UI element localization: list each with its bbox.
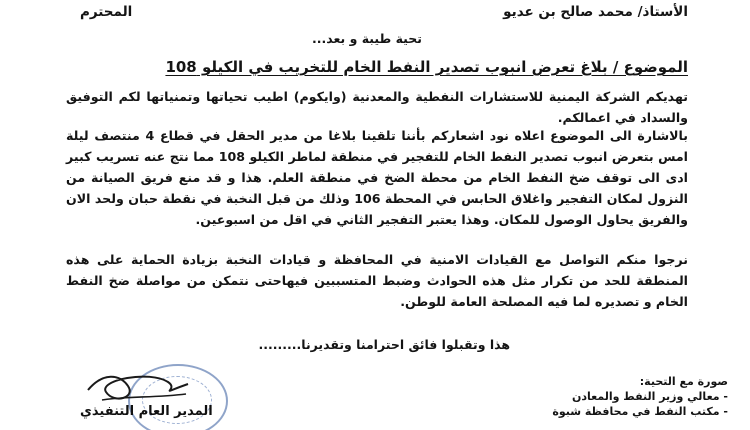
subject-line: الموضوع / بلاغ تعرض انبوب تصدير النفط الخام للتخريب في الكيلو 108 [165,58,688,76]
addressee-line: الأستاذ/ محمد صالح بن عديو [503,4,688,20]
paragraph-request: نرجوا منكم التواصل مع القيادات الامنية في المحافظة و قيادات النخبة بزيادة الحماية على هذه المنطقة للحد من تكرار مثل هذه الحوادث وضبط المتسببين فيهاحتى نتمكن من مواصلة ضخ النفط الخام و تصديره لما فيه المصلحة العامة للوطن. [66,252,688,309]
signatory-title: المدير العام التنفيذي [80,404,213,419]
copies-title: صورة مع التحية: [639,375,728,388]
greeting-line: تحية طيبة و بعد... [312,31,422,46]
handwritten-signature [58,360,248,430]
closing-line: هذا وتقبلوا فائق احترامنا وتقديرنا......... [258,337,510,352]
copies-block [552,374,728,419]
paragraph-intro: تهديكم الشركة اليمنية للاستشارات النفطية والمعدنية (وايكوم) اطيب تحياتها وتمنياتها لكم التوفيق والسداد في اعمالكم. [66,89,688,125]
copy-recipient: - معالي وزير النفط والمعادن [552,389,728,404]
respect-title: المحترم [80,4,133,20]
copy-recipient: - مكتب النفط في محافظة شبوة [552,404,728,419]
copies-list [552,389,728,419]
signature-area [58,360,248,430]
paragraph-report: بالاشارة الى الموضوع اعلاه نود اشعاركم بأننا تلقينا بلاغا من مدير الحقل في قطاع 4 منتصف ليلة امس بتعرض انبوب تصدير النفط الخام للتفجير في منطقة لماطر الكيلو 108 مما نتج عنه تسريب كبير ادى الى توقف ضخ النفط الخام من محطة الضخ في منطقة العلم. هذا و قد منع فريق الصيانة من النزول لمكان التفجير واغلاق الحابس في المحطة 106 وذلك من قبل النخبة في نقطة حبان ولحد الان والفريق يحاول الوصول للمكان. وهذا يعتبر التفجير الثاني في اقل من اسبوعين. [66,128,689,227]
